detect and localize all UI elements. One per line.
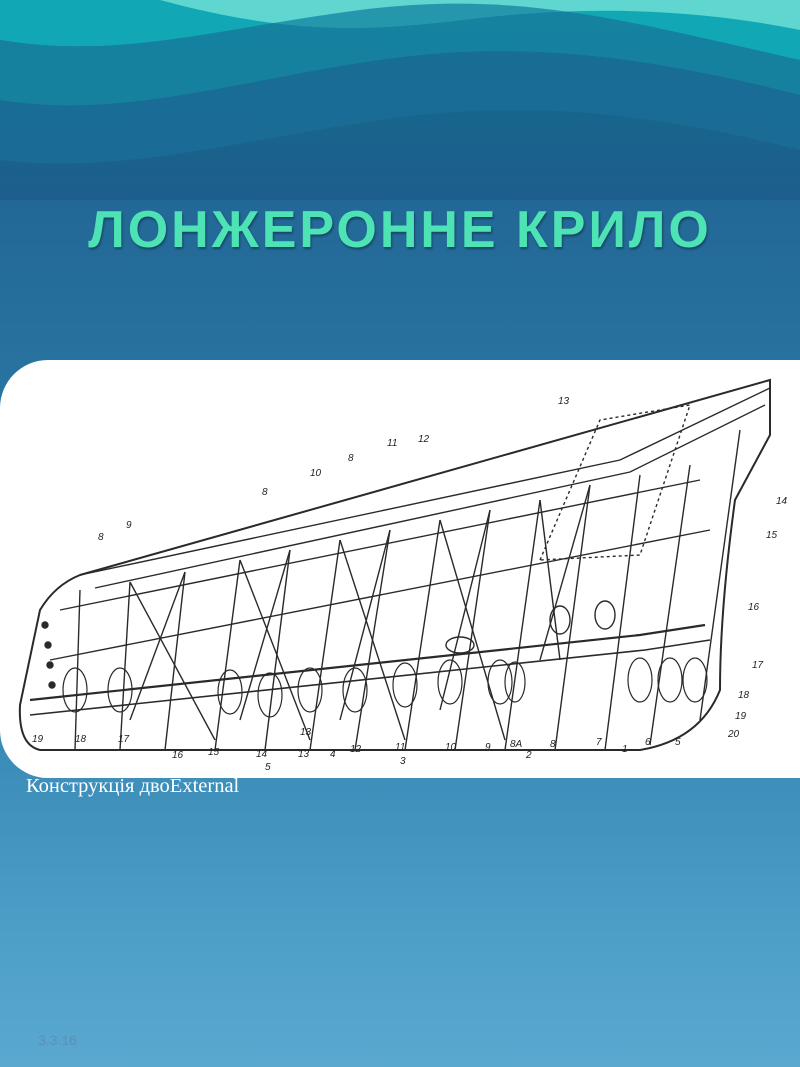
callout-1: 1 [622, 744, 628, 755]
callout-13-mid: 13 [300, 727, 312, 738]
callout-7: 7 [596, 737, 602, 748]
callout-2: 2 [526, 750, 532, 761]
wave-banner [0, 0, 800, 200]
callout-8-mid: 8 [262, 487, 268, 498]
callout-6: 6 [645, 737, 651, 748]
wing-diagram [0, 360, 800, 778]
callout-11-top: 11 [387, 438, 398, 449]
callout-4: 4 [330, 749, 336, 760]
callout-11: 11 [395, 742, 406, 753]
callout-10-top: 10 [310, 468, 322, 479]
callout-8A: 8A [510, 739, 523, 750]
callout-20: 20 [728, 729, 740, 740]
callout-12: 12 [350, 744, 362, 755]
figure-caption: Конструкція двоExternal [26, 775, 240, 797]
callout-5-mid: 5 [265, 762, 271, 773]
callout-18-right: 18 [738, 690, 750, 701]
callout-17: 17 [118, 734, 130, 745]
callout-18: 18 [75, 734, 87, 745]
callout-5: 5 [675, 737, 681, 748]
callout-8: 8 [550, 739, 556, 750]
callout-10: 10 [445, 742, 457, 753]
slide-number: 3.3.16 [38, 1032, 77, 1048]
callout-13-top: 13 [558, 396, 570, 407]
callout-19-right: 19 [735, 711, 747, 722]
callout-13: 13 [298, 749, 310, 760]
callout-12-top: 12 [418, 434, 430, 445]
callout-3: 3 [400, 756, 406, 767]
callout-15: 15 [208, 747, 220, 758]
wing-structure-drawing [0, 360, 800, 778]
callout-16: 16 [172, 750, 184, 761]
callout-15-right: 15 [766, 530, 778, 541]
callout-19: 19 [32, 734, 44, 745]
callout-16-right: 16 [748, 602, 760, 613]
callout-8-left: 8 [98, 532, 104, 543]
callout-8-top: 8 [348, 453, 354, 464]
callout-9-left: 9 [126, 520, 132, 531]
callout-14-right: 14 [776, 496, 788, 507]
slide-title: ЛОНЖЕРОННЕ КРИЛО [88, 201, 712, 259]
callout-14: 14 [256, 749, 268, 760]
callout-9: 9 [485, 742, 491, 753]
callout-17-right: 17 [752, 660, 764, 671]
